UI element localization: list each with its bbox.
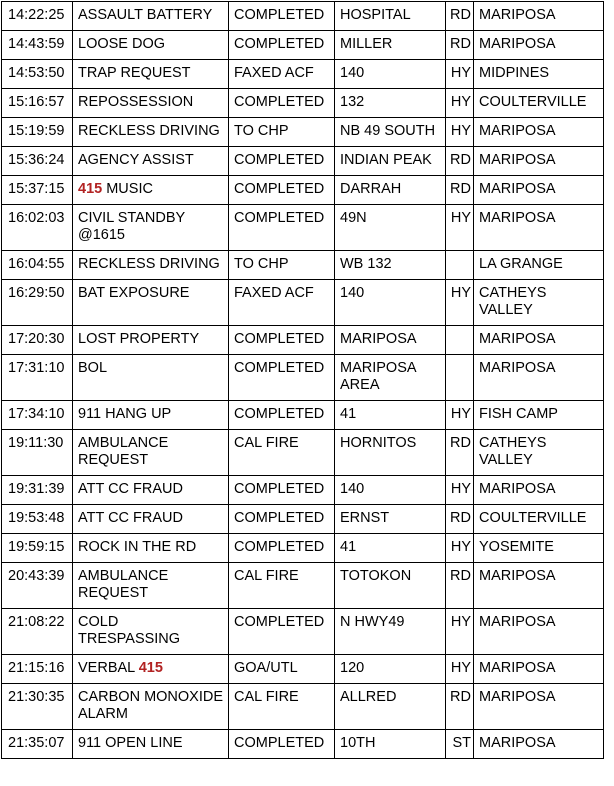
location-cell: 140 <box>335 280 446 326</box>
street-suffix-cell: HY <box>446 476 474 505</box>
table-row <box>2 31 604 60</box>
table-row <box>2 176 604 205</box>
disposition-cell: COMPLETED <box>229 176 335 205</box>
disposition-cell: TO CHP <box>229 251 335 280</box>
city-cell: CATHEYS VALLEY <box>474 280 604 326</box>
location-cell: MARIPOSA <box>335 326 446 355</box>
call-log-table <box>1 1 604 759</box>
call-time-cell: 14:22:25 <box>2 2 73 31</box>
city-cell: MARIPOSA <box>474 655 604 684</box>
call-time-cell: 17:31:10 <box>2 355 73 401</box>
location-cell: TOTOKON <box>335 563 446 609</box>
table-row <box>2 430 604 476</box>
location-cell: DARRAH <box>335 176 446 205</box>
call-time-cell: 14:43:59 <box>2 31 73 60</box>
table-row <box>2 355 604 401</box>
city-cell: MARIPOSA <box>474 2 604 31</box>
city-cell: MARIPOSA <box>474 176 604 205</box>
table-row <box>2 655 604 684</box>
call-type-cell: COLD TRESPASSING <box>73 609 229 655</box>
location-cell: 140 <box>335 476 446 505</box>
disposition-cell: COMPLETED <box>229 534 335 563</box>
street-suffix-cell: RD <box>446 684 474 730</box>
call-type-code-highlight: 415 <box>138 660 163 676</box>
table-row <box>2 280 604 326</box>
street-suffix-cell: HY <box>446 280 474 326</box>
location-cell: NB 49 SOUTH <box>335 118 446 147</box>
table-row <box>2 326 604 355</box>
call-type-cell <box>73 176 229 205</box>
call-type-cell: AMBULANCE REQUEST <box>73 563 229 609</box>
table-row <box>2 563 604 609</box>
location-cell: HOSPITAL <box>335 2 446 31</box>
disposition-cell: COMPLETED <box>229 89 335 118</box>
call-time-cell: 19:11:30 <box>2 430 73 476</box>
call-type-cell: CARBON MONOXIDE ALARM <box>73 684 229 730</box>
city-cell: MARIPOSA <box>474 326 604 355</box>
disposition-cell: FAXED ACF <box>229 60 335 89</box>
street-suffix-cell: RD <box>446 505 474 534</box>
location-cell: INDIAN PEAK <box>335 147 446 176</box>
call-time-cell: 19:53:48 <box>2 505 73 534</box>
street-suffix-cell: HY <box>446 118 474 147</box>
street-suffix-cell: HY <box>446 401 474 430</box>
city-cell: MIDPINES <box>474 60 604 89</box>
location-cell: 120 <box>335 655 446 684</box>
call-time-cell: 16:02:03 <box>2 205 73 251</box>
disposition-cell: CAL FIRE <box>229 563 335 609</box>
call-type-cell: TRAP REQUEST <box>73 60 229 89</box>
call-time-cell: 15:36:24 <box>2 147 73 176</box>
location-cell: ALLRED <box>335 684 446 730</box>
call-log-body <box>2 2 604 759</box>
disposition-cell: CAL FIRE <box>229 684 335 730</box>
call-time-cell: 19:59:15 <box>2 534 73 563</box>
location-cell: 41 <box>335 534 446 563</box>
call-type-suffix: MUSIC <box>102 181 153 197</box>
call-time-cell: 21:08:22 <box>2 609 73 655</box>
call-time-cell: 21:15:16 <box>2 655 73 684</box>
city-cell: MARIPOSA <box>474 205 604 251</box>
city-cell: COULTERVILLE <box>474 89 604 118</box>
call-time-cell: 16:29:50 <box>2 280 73 326</box>
table-row <box>2 60 604 89</box>
street-suffix-cell <box>446 326 474 355</box>
call-type-cell: BAT EXPOSURE <box>73 280 229 326</box>
disposition-cell: GOA/UTL <box>229 655 335 684</box>
street-suffix-cell: RD <box>446 31 474 60</box>
location-cell: 140 <box>335 60 446 89</box>
location-cell: 41 <box>335 401 446 430</box>
call-type-cell: RECKLESS DRIVING <box>73 118 229 147</box>
city-cell: COULTERVILLE <box>474 505 604 534</box>
street-suffix-cell: HY <box>446 534 474 563</box>
disposition-cell: COMPLETED <box>229 147 335 176</box>
call-time-cell: 21:35:07 <box>2 730 73 759</box>
table-row <box>2 205 604 251</box>
street-suffix-cell: RD <box>446 430 474 476</box>
table-row <box>2 401 604 430</box>
table-row <box>2 730 604 759</box>
street-suffix-cell: HY <box>446 89 474 118</box>
location-cell: N HWY49 <box>335 609 446 655</box>
disposition-cell: COMPLETED <box>229 505 335 534</box>
call-type-cell: LOOSE DOG <box>73 31 229 60</box>
disposition-cell: COMPLETED <box>229 355 335 401</box>
call-time-cell: 16:04:55 <box>2 251 73 280</box>
call-type-code-highlight: 415 <box>78 181 103 197</box>
call-time-cell: 15:16:57 <box>2 89 73 118</box>
call-time-cell: 17:20:30 <box>2 326 73 355</box>
table-row <box>2 684 604 730</box>
city-cell: FISH CAMP <box>474 401 604 430</box>
call-type-cell: ATT CC FRAUD <box>73 505 229 534</box>
city-cell: MARIPOSA <box>474 118 604 147</box>
table-row <box>2 251 604 280</box>
table-row <box>2 609 604 655</box>
call-type-cell: RECKLESS DRIVING <box>73 251 229 280</box>
street-suffix-cell: RD <box>446 2 474 31</box>
city-cell: MARIPOSA <box>474 563 604 609</box>
disposition-cell: COMPLETED <box>229 476 335 505</box>
location-cell: HORNITOS <box>335 430 446 476</box>
call-type-cell: ATT CC FRAUD <box>73 476 229 505</box>
disposition-cell: CAL FIRE <box>229 430 335 476</box>
call-time-cell: 21:30:35 <box>2 684 73 730</box>
call-time-cell: 19:31:39 <box>2 476 73 505</box>
disposition-cell: COMPLETED <box>229 326 335 355</box>
city-cell: MARIPOSA <box>474 355 604 401</box>
call-time-cell: 15:37:15 <box>2 176 73 205</box>
call-type-cell: LOST PROPERTY <box>73 326 229 355</box>
disposition-cell: COMPLETED <box>229 730 335 759</box>
call-type-cell: ROCK IN THE RD <box>73 534 229 563</box>
street-suffix-cell: HY <box>446 60 474 89</box>
table-row <box>2 118 604 147</box>
disposition-cell: COMPLETED <box>229 205 335 251</box>
call-time-cell: 17:34:10 <box>2 401 73 430</box>
city-cell: MARIPOSA <box>474 609 604 655</box>
table-row <box>2 505 604 534</box>
call-time-cell: 15:19:59 <box>2 118 73 147</box>
call-type-cell: 911 OPEN LINE <box>73 730 229 759</box>
call-type-prefix: VERBAL <box>78 660 139 676</box>
table-row <box>2 89 604 118</box>
street-suffix-cell: RD <box>446 176 474 205</box>
street-suffix-cell: ST <box>446 730 474 759</box>
location-cell: MARIPOSA AREA <box>335 355 446 401</box>
call-type-cell: ASSAULT BATTERY <box>73 2 229 31</box>
city-cell: YOSEMITE <box>474 534 604 563</box>
table-row <box>2 147 604 176</box>
location-cell: WB 132 <box>335 251 446 280</box>
location-cell: 49N <box>335 205 446 251</box>
location-cell: ERNST <box>335 505 446 534</box>
disposition-cell: TO CHP <box>229 118 335 147</box>
city-cell: MARIPOSA <box>474 684 604 730</box>
disposition-cell: COMPLETED <box>229 31 335 60</box>
location-cell: MILLER <box>335 31 446 60</box>
call-time-cell: 20:43:39 <box>2 563 73 609</box>
table-row <box>2 2 604 31</box>
street-suffix-cell: RD <box>446 563 474 609</box>
city-cell: LA GRANGE <box>474 251 604 280</box>
city-cell: MARIPOSA <box>474 476 604 505</box>
call-time-cell: 14:53:50 <box>2 60 73 89</box>
street-suffix-cell: HY <box>446 655 474 684</box>
call-type-cell: AGENCY ASSIST <box>73 147 229 176</box>
street-suffix-cell: RD <box>446 147 474 176</box>
disposition-cell: COMPLETED <box>229 2 335 31</box>
call-type-cell: AMBULANCE REQUEST <box>73 430 229 476</box>
street-suffix-cell: HY <box>446 205 474 251</box>
location-cell: 10TH <box>335 730 446 759</box>
city-cell: MARIPOSA <box>474 31 604 60</box>
call-type-cell: 911 HANG UP <box>73 401 229 430</box>
call-type-cell: REPOSSESSION <box>73 89 229 118</box>
table-row <box>2 534 604 563</box>
disposition-cell: COMPLETED <box>229 401 335 430</box>
street-suffix-cell: HY <box>446 609 474 655</box>
city-cell: CATHEYS VALLEY <box>474 430 604 476</box>
call-type-cell: CIVIL STANDBY @1615 <box>73 205 229 251</box>
disposition-cell: COMPLETED <box>229 609 335 655</box>
table-row <box>2 476 604 505</box>
city-cell: MARIPOSA <box>474 730 604 759</box>
city-cell: MARIPOSA <box>474 147 604 176</box>
disposition-cell: FAXED ACF <box>229 280 335 326</box>
call-type-cell <box>73 655 229 684</box>
call-type-cell: BOL <box>73 355 229 401</box>
street-suffix-cell <box>446 355 474 401</box>
location-cell: 132 <box>335 89 446 118</box>
street-suffix-cell <box>446 251 474 280</box>
